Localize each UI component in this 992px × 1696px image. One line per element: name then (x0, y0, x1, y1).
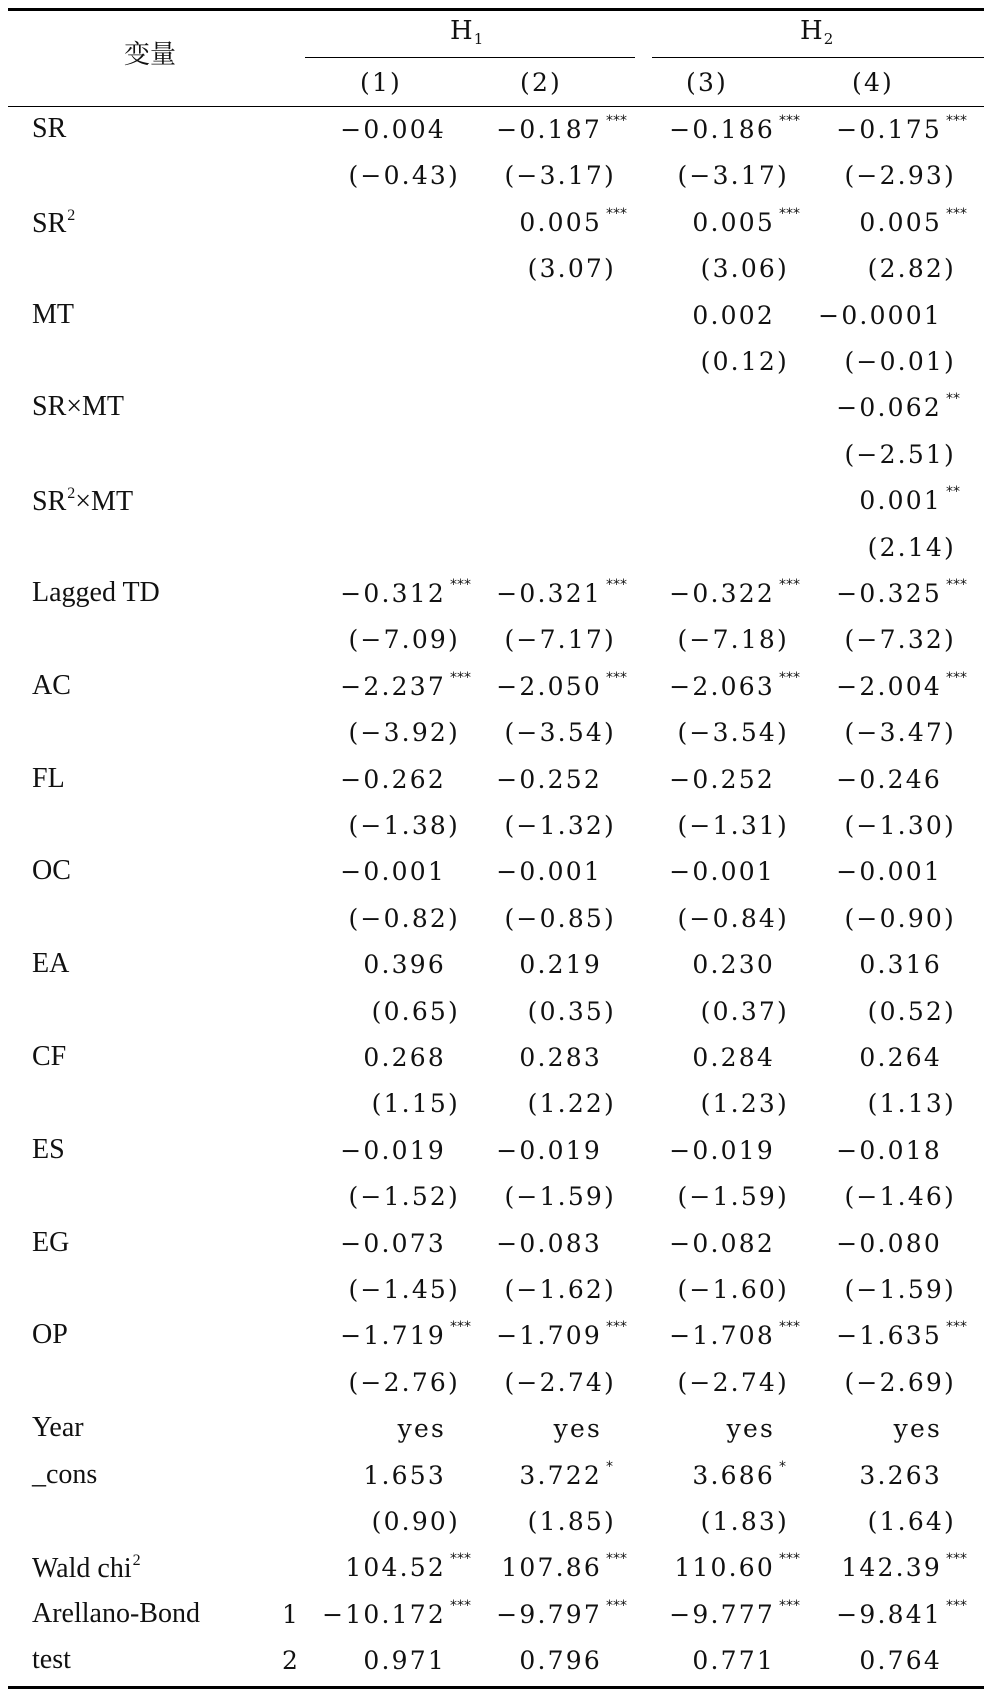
coef-cell: 0.002 (692, 300, 775, 330)
coef-cell: −0.262 (340, 764, 446, 794)
coef-cell: −0.321 (496, 579, 602, 608)
t-stat-cell: (−1.59) (504, 1182, 616, 1212)
row-label: FL (32, 762, 65, 794)
coef-cell: 107.86 (501, 1553, 602, 1583)
variable-header: 变量 (124, 40, 177, 70)
t-stat-cell: (−1.32) (504, 811, 616, 840)
coef-cell: −0.082 (669, 1228, 775, 1258)
significance-stars: * (779, 1458, 786, 1475)
coef-cell: 0.230 (692, 950, 775, 980)
t-stat-cell: (1.23) (700, 1089, 789, 1119)
coef-cell: 0.316 (859, 950, 942, 980)
row-label: Arellano-Bond (32, 1597, 200, 1629)
significance-stars: *** (779, 205, 800, 222)
t-stat-cell: (−1.59) (677, 1182, 789, 1212)
ar-order: 1 (282, 1599, 301, 1629)
t-stat-cell: (0.65) (371, 996, 460, 1026)
coef-cell: 0.796 (519, 1646, 602, 1676)
t-stat-cell: (−7.09) (348, 625, 460, 655)
row-label: EG (32, 1226, 70, 1258)
coef-cell: −0.322 (669, 579, 775, 608)
coef-cell: 0.284 (692, 1043, 775, 1072)
significance-stars: *** (779, 113, 800, 129)
coef-cell: −0.312 (340, 579, 446, 608)
ar-order: 2 (282, 1646, 301, 1676)
row-label: EA (32, 948, 70, 980)
row-label: MT (32, 298, 74, 330)
significance-stars: ** (946, 391, 960, 408)
significance-stars: *** (606, 577, 627, 593)
coef-cell: 3.686 (692, 1460, 775, 1490)
coef-cell: −1.719 (340, 1321, 446, 1351)
significance-stars: *** (450, 577, 471, 593)
significance-stars: *** (946, 113, 967, 129)
coef-cell: yes (553, 1414, 602, 1444)
coef-cell: −0.019 (669, 1135, 775, 1165)
row-label: test (32, 1644, 71, 1676)
coef-cell: 110.60 (674, 1553, 775, 1583)
coef-cell: 1.653 (363, 1460, 446, 1490)
coef-cell: 0.001 (859, 486, 942, 516)
t-stat-cell: (−3.92) (348, 718, 460, 748)
significance-stars: *** (606, 669, 627, 686)
group-underline-h1 (305, 57, 635, 58)
significance-stars: *** (450, 1319, 471, 1336)
coef-cell: −0.252 (669, 764, 775, 794)
t-stat-cell: (3.07) (527, 254, 616, 284)
row-label: Lagged TD (32, 577, 160, 608)
significance-stars: *** (946, 577, 967, 593)
t-stat-cell: (−3.54) (677, 718, 789, 748)
significance-stars: *** (606, 113, 627, 129)
t-stat-cell: (−3.54) (504, 718, 616, 748)
row-label: OP (32, 1319, 68, 1351)
t-stat-cell: (−7.32) (844, 625, 956, 655)
row-label: $SR^2$ (32, 206, 76, 239)
t-stat-cell: (−2.93) (844, 161, 956, 191)
t-stat-cell: (−2.74) (504, 1367, 616, 1397)
coef-cell: −0.186 (669, 115, 775, 144)
t-stat-cell: (0.52) (867, 996, 956, 1026)
coef-cell: 0.005 (692, 207, 775, 237)
significance-stars: *** (606, 205, 627, 222)
t-stat-cell: (−0.43) (348, 161, 460, 191)
coef-cell: −9.797 (496, 1599, 602, 1629)
coef-cell: −2.050 (496, 671, 602, 701)
significance-stars: *** (779, 577, 800, 593)
coef-cell: 0.005 (859, 207, 942, 237)
coef-cell: −2.004 (836, 671, 942, 701)
coef-cell: yes (893, 1414, 942, 1444)
coef-cell: −1.708 (669, 1321, 775, 1351)
t-stat-cell: (1.13) (867, 1089, 956, 1119)
significance-stars: *** (779, 669, 800, 686)
row-label: CF (32, 1041, 67, 1072)
coef-cell: 0.219 (519, 950, 602, 980)
row-label: $SR^2\times MT$ (32, 485, 134, 518)
coef-cell: −2.237 (340, 671, 446, 701)
significance-stars: *** (946, 1551, 967, 1568)
t-stat-cell: (−1.62) (504, 1275, 616, 1304)
t-stat-cell: (1.85) (527, 1507, 616, 1536)
coef-cell: yes (726, 1414, 775, 1444)
coef-cell: −0.175 (836, 115, 942, 144)
coef-cell: −0.004 (340, 115, 446, 144)
t-stat-cell: (−2.74) (677, 1367, 789, 1397)
t-stat-cell: (−7.18) (677, 625, 789, 655)
top-rule (8, 8, 984, 11)
coef-cell: 0.764 (859, 1646, 942, 1676)
t-stat-cell: (−1.31) (677, 811, 789, 840)
t-stat-cell: (−1.52) (348, 1182, 460, 1212)
coef-cell: 0.971 (363, 1646, 446, 1676)
coef-cell: 0.268 (363, 1043, 446, 1072)
significance-stars: *** (946, 669, 967, 686)
coef-cell: −0.080 (836, 1228, 942, 1258)
coef-cell: −0.325 (836, 579, 942, 608)
t-stat-cell: (−2.51) (844, 439, 956, 469)
t-stat-cell: (−1.46) (844, 1182, 956, 1212)
t-stat-cell: (−0.85) (504, 903, 616, 933)
coef-cell: 3.263 (859, 1460, 942, 1490)
coef-cell: 0.283 (519, 1043, 602, 1072)
t-stat-cell: (−0.90) (844, 903, 956, 933)
row-label: ES (32, 1133, 65, 1165)
significance-stars: *** (946, 205, 967, 222)
t-stat-cell: (−0.82) (348, 903, 460, 933)
coef-cell: −0.246 (836, 764, 942, 794)
row-label: Year (32, 1412, 84, 1444)
significance-stars: *** (606, 1319, 627, 1336)
coef-cell: 0.005 (519, 207, 602, 237)
coef-cell: 0.396 (363, 950, 446, 980)
coef-cell: −0.252 (496, 764, 602, 794)
t-stat-cell: (−1.45) (348, 1275, 460, 1304)
significance-stars: *** (946, 1319, 967, 1336)
significance-stars: * (606, 1458, 613, 1475)
t-stat-cell: (−3.17) (504, 161, 616, 191)
t-stat-cell: (2.82) (867, 254, 956, 284)
significance-stars: *** (450, 1597, 471, 1614)
row-label: AC (32, 669, 71, 701)
coef-cell: −0.083 (496, 1228, 602, 1258)
coef-cell: −1.635 (836, 1321, 942, 1351)
significance-stars: *** (779, 1551, 800, 1568)
significance-stars: ** (946, 484, 960, 501)
coef-cell: −0.001 (496, 857, 602, 887)
significance-stars: *** (946, 1597, 967, 1614)
coef-cell: 142.39 (841, 1553, 942, 1583)
coef-cell: −2.063 (669, 671, 775, 701)
group-underline-h2 (652, 57, 984, 58)
t-stat-cell: (0.37) (700, 996, 789, 1026)
coef-cell: 0.264 (859, 1043, 942, 1072)
row-label: SR×MT (32, 391, 125, 423)
row-label: SR (32, 113, 67, 144)
significance-stars: *** (450, 669, 471, 686)
t-stat-cell: (−2.76) (348, 1367, 460, 1397)
t-stat-cell: (3.06) (700, 254, 789, 284)
header-rule (8, 106, 984, 107)
group-header-h1: $H_1$ (450, 16, 484, 48)
coef-cell: −0.062 (836, 393, 942, 423)
significance-stars: *** (606, 1597, 627, 1614)
coef-cell: −9.841 (836, 1599, 942, 1629)
bottom-rule (8, 1686, 984, 1689)
significance-stars: *** (606, 1551, 627, 1568)
column-header: (4) (852, 68, 895, 97)
t-stat-cell: (0.35) (527, 996, 616, 1026)
coef-cell: yes (397, 1414, 446, 1444)
t-stat-cell: (−7.17) (504, 625, 616, 655)
column-header: (1) (360, 68, 403, 97)
coef-cell: −0.073 (340, 1228, 446, 1258)
coef-cell: 104.52 (345, 1553, 446, 1583)
significance-stars: *** (779, 1319, 800, 1336)
column-header: (2) (520, 68, 563, 97)
t-stat-cell: (−0.84) (677, 903, 789, 933)
coef-cell: −0.001 (836, 857, 942, 887)
coef-cell: −0.001 (340, 857, 446, 887)
t-stat-cell: (−1.60) (677, 1275, 789, 1304)
row-label: OC (32, 855, 71, 887)
t-stat-cell: (1.64) (867, 1507, 956, 1536)
coef-cell: 3.722 (519, 1460, 602, 1490)
coef-cell: −0.187 (496, 115, 602, 144)
t-stat-cell: (−2.69) (844, 1367, 956, 1397)
t-stat-cell: (−1.38) (348, 811, 460, 840)
row-label: Wald chi$^2$ (32, 1552, 141, 1585)
coef-cell: −0.019 (340, 1135, 446, 1165)
t-stat-cell: (1.83) (700, 1507, 789, 1536)
t-stat-cell: (−0.01) (844, 347, 956, 376)
coef-cell: 0.771 (692, 1646, 775, 1676)
coef-cell: −0.0001 (818, 300, 942, 330)
t-stat-cell: (−3.17) (677, 161, 789, 191)
coef-cell: −1.709 (496, 1321, 602, 1351)
t-stat-cell: (−1.30) (844, 811, 956, 840)
coef-cell: −10.172 (322, 1599, 446, 1629)
t-stat-cell: (0.12) (700, 347, 789, 376)
coef-cell: −0.019 (496, 1135, 602, 1165)
t-stat-cell: (−1.59) (844, 1275, 956, 1304)
t-stat-cell: (2.14) (867, 532, 956, 562)
coef-cell: −9.777 (669, 1599, 775, 1629)
significance-stars: *** (779, 1597, 800, 1614)
column-header: (3) (686, 68, 729, 97)
coef-cell: −0.018 (836, 1135, 942, 1165)
significance-stars: *** (450, 1551, 471, 1568)
t-stat-cell: (0.90) (371, 1507, 460, 1536)
group-header-h2: $H_2$ (800, 16, 834, 48)
t-stat-cell: (1.15) (371, 1089, 460, 1119)
t-stat-cell: (−3.47) (844, 718, 956, 748)
row-label: _cons (32, 1458, 98, 1490)
t-stat-cell: (1.22) (527, 1089, 616, 1119)
coef-cell: −0.001 (669, 857, 775, 887)
